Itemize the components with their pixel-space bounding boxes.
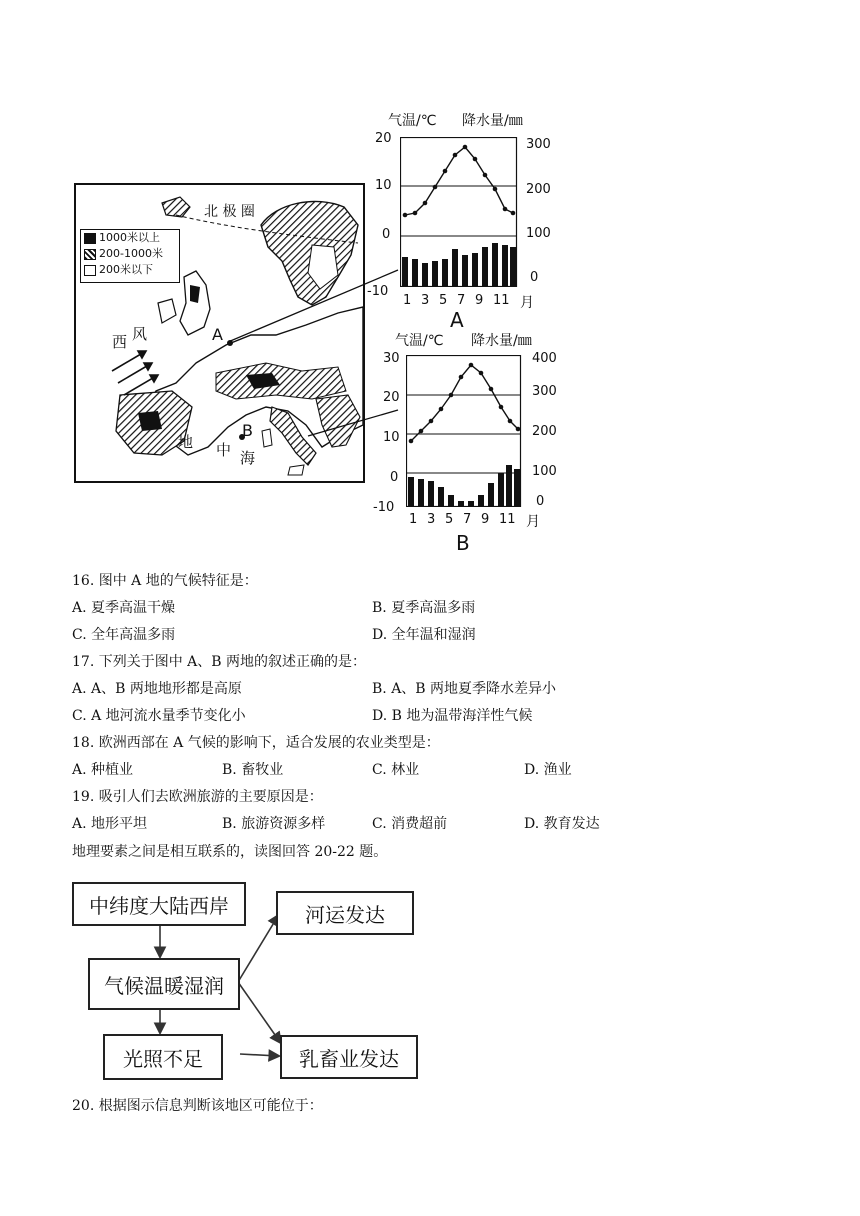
chart-a-precip-tick: 200 — [526, 182, 551, 197]
chart-b-bar — [428, 481, 434, 507]
chart-a-month-tick: 3 — [421, 293, 430, 308]
question-16-option-b[interactable]: B. 夏季高温多雨 — [372, 600, 476, 616]
chart-a-bar — [402, 257, 408, 287]
chart-b-temp-tick: 0 — [390, 470, 399, 485]
legend-label-high: 1000米以上 — [99, 231, 160, 244]
chart-a-temp-tick: -10 — [367, 284, 389, 299]
chart-b-month-unit: 月 — [526, 514, 540, 530]
legend-label-low: 200米以下 — [99, 263, 153, 276]
chart-a-temp-tick: 10 — [375, 178, 392, 193]
climate-chart-a — [400, 137, 518, 287]
question-17-option-c[interactable]: C. A 地河流水量季节变化小 — [72, 708, 246, 724]
section-intro: 地理要素之间是相互联系的，读图回答 20-22 题。 — [72, 844, 388, 860]
question-17-option-d[interactable]: D. B 地为温带海洋性气候 — [372, 708, 533, 724]
chart-a-temp-tick: 20 — [375, 131, 392, 146]
chart-b-bar — [408, 477, 414, 507]
chart-a-month-tick: 5 — [439, 293, 448, 308]
question-20-stem: 20. 根据图示信息判断该地区可能位于： — [72, 1098, 323, 1114]
chart-a-bar — [482, 247, 488, 287]
flow-box-low-sunshine: 光照不足 — [103, 1034, 223, 1080]
chart-b-month-tick: 9 — [481, 512, 490, 527]
chart-b-precip-label: 降水量/㎜ — [471, 333, 532, 349]
chart-a-bar — [472, 253, 478, 287]
chart-a-bar — [502, 245, 508, 287]
chart-b-temp-label: 气温/℃ — [395, 333, 444, 349]
chart-b-bar — [438, 487, 444, 507]
question-19-option-c[interactable]: C. 消费超前 — [372, 816, 448, 832]
question-16-option-c[interactable]: C. 全年高温多雨 — [72, 627, 176, 643]
chart-b-month-tick: 7 — [463, 512, 472, 527]
chart-b-temp-tick: 30 — [383, 351, 400, 366]
chart-a-bar — [412, 259, 418, 287]
legend-label-mid: 200-1000米 — [99, 247, 163, 260]
chart-a-temp-tick: 0 — [382, 227, 391, 242]
flow-box-river-transport: 河运发达 — [276, 891, 414, 935]
point-b-label: B — [242, 421, 253, 440]
chart-b-month-tick: 1 — [409, 512, 418, 527]
chart-a-bar — [492, 243, 498, 287]
chart-a-caption: A — [450, 308, 464, 332]
chart-a-month-unit: 月 — [520, 295, 534, 311]
question-19-option-a[interactable]: A. 地形平坦 — [72, 816, 148, 832]
climate-chart-b — [406, 355, 522, 507]
chart-a-precip-label: 降水量/㎜ — [462, 113, 523, 129]
chart-b-precip-tick: 0 — [536, 494, 545, 509]
question-18-option-c[interactable]: C. 林业 — [372, 762, 420, 778]
chart-b-precip-tick: 300 — [532, 384, 557, 399]
chart-b-temp-tick: 10 — [383, 430, 400, 445]
chart-b-bar — [418, 479, 424, 507]
chart-b-precip-tick: 200 — [532, 424, 557, 439]
question-19-option-b[interactable]: B. 旅游资源多样 — [222, 816, 326, 832]
chart-b-caption: B — [456, 531, 470, 555]
legend-swatch-hatch — [84, 249, 96, 260]
chart-a-temp-label: 气温/℃ — [388, 113, 437, 129]
chart-b-bar — [506, 465, 512, 507]
sea-label-1: 地 — [178, 433, 194, 451]
legend-swatch-empty — [84, 265, 96, 276]
chart-b-temp-tick: 20 — [383, 390, 400, 405]
chart-b-precip-tick: 400 — [532, 351, 557, 366]
question-18-option-b[interactable]: B. 畜牧业 — [222, 762, 284, 778]
chart-a-bar — [422, 263, 428, 287]
chart-a-bar — [462, 255, 468, 287]
chart-b-bar — [448, 495, 454, 507]
question-18-option-a[interactable]: A. 种植业 — [72, 762, 134, 778]
chart-b-bar — [498, 473, 504, 507]
question-19-option-d[interactable]: D. 教育发达 — [524, 816, 600, 832]
chart-b-precip-tick: 100 — [532, 464, 557, 479]
chart-a-bar — [452, 249, 458, 287]
chart-b-bar — [458, 501, 464, 507]
chart-b-temp-tick: -10 — [373, 500, 395, 515]
question-16-stem: 16. 图中 A 地的气候特征是： — [72, 573, 258, 589]
legend-row-low — [84, 262, 179, 278]
arctic-circle-label: 北 极 圈 — [204, 204, 255, 220]
westerly-label-1: 西 — [112, 333, 128, 351]
question-17-option-a[interactable]: A. A、B 两地地形都是高原 — [72, 681, 242, 697]
flow-box-warm-humid-climate: 气候温暖湿润 — [88, 958, 240, 1010]
map-legend — [80, 229, 180, 283]
westerly-label-2: 风 — [132, 325, 148, 343]
question-18-stem: 18. 欧洲西部在 A 气候的影响下，适合发展的农业类型是： — [72, 735, 440, 751]
chart-b-month-tick: 5 — [445, 512, 454, 527]
chart-a-month-tick: 7 — [457, 293, 466, 308]
chart-a-month-tick: 11 — [493, 293, 510, 308]
chart-b-bar — [514, 469, 520, 507]
chart-b-month-tick: 3 — [427, 512, 436, 527]
legend-row-high — [84, 230, 179, 246]
flow-box-west-coast: 中纬度大陆西岸 — [72, 882, 246, 926]
chart-b-bar — [478, 495, 484, 507]
legend-row-mid — [84, 246, 179, 262]
chart-a-precip-tick: 0 — [530, 270, 539, 285]
chart-b-month-tick: 11 — [499, 512, 516, 527]
question-16-option-a[interactable]: A. 夏季高温干燥 — [72, 600, 176, 616]
chart-a-month-tick: 1 — [403, 293, 412, 308]
chart-a-precip-tick: 100 — [526, 226, 551, 241]
question-18-option-d[interactable]: D. 渔业 — [524, 762, 572, 778]
sea-label-3: 海 — [240, 449, 256, 467]
chart-b-bar — [488, 483, 494, 507]
chart-a-precip-tick: 300 — [526, 137, 551, 152]
chart-a-bar — [432, 261, 438, 287]
flow-box-dairy-farming: 乳畜业发达 — [280, 1035, 418, 1079]
chart-a-bar — [510, 247, 516, 287]
legend-swatch-solid — [84, 233, 96, 244]
sea-label-2: 中 — [216, 441, 232, 459]
question-17-stem: 17. 下列关于图中 A、B 两地的叙述正确的是： — [72, 654, 367, 670]
question-16-option-d[interactable]: D. 全年温和湿润 — [372, 627, 476, 643]
chart-b-bar — [468, 501, 474, 507]
westerly-arrows — [112, 351, 158, 395]
point-a-label: A — [212, 325, 223, 344]
chart-a-month-tick: 9 — [475, 293, 484, 308]
question-17-option-b[interactable]: B. A、B 两地夏季降水差异小 — [372, 681, 557, 697]
chart-a-bar — [442, 259, 448, 287]
question-19-stem: 19. 吸引人们去欧洲旅游的主要原因是： — [72, 789, 323, 805]
